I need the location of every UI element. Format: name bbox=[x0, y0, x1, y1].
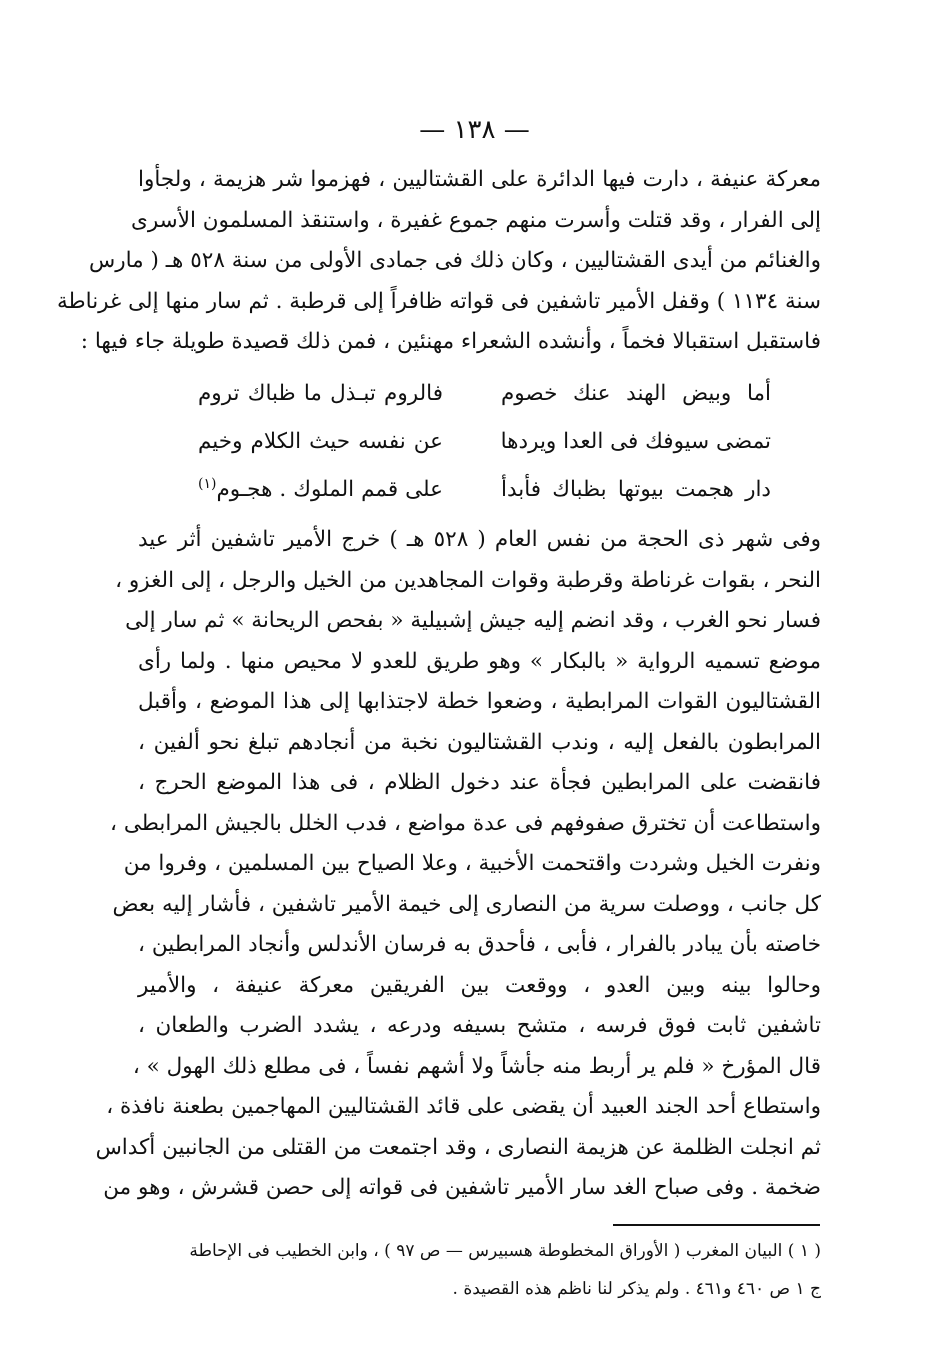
page-number: — ١٣٨ — bbox=[419, 115, 530, 145]
text-line: خاصته بأن يبادر بالفرار ، فأبى ، فأحدق به فرسان الأندلس وأنجاد المرابطين ، bbox=[138, 932, 821, 957]
verse-second-hemistich bbox=[198, 466, 443, 516]
text-line: والغنائم من أيدى القشتاليين ، وكان ذلك فى جمادى الأولى من سنة ٥٢٨ هـ ( مارس bbox=[89, 248, 821, 273]
text-line: فانقضت على المرابطين فجأة عند دخول الظلام ، فى هذا الموضع الحرج ، bbox=[138, 770, 821, 795]
text-line: ونفرت الخيل وشردت واقتحمت الأخبية ، وعلا الصياح بين المسلمين ، وفروا من bbox=[123, 851, 821, 876]
text-line: وحالوا بينه وبين العدو ، ووقعت بين الفريقين معركة عنيفة ، والأمير bbox=[138, 972, 821, 998]
poem-verse bbox=[138, 418, 821, 466]
text-line: واستطاع أحد الجند العبيد أن يقضى على قائد القشتاليين المهاجمين بطعنة نافذة ، bbox=[106, 1094, 821, 1119]
poem-verse bbox=[138, 466, 821, 514]
footnote-line: ج ١ ص ٤٦٠ و٤٦١ . ولم يذكر لنا ناظم هذه القصيدة . bbox=[452, 1279, 821, 1299]
verse-first-hemistich: أما وبيض الهند عنك خصوم bbox=[501, 381, 771, 406]
text-line: قال المؤرخ « فلم ير أربط منه جأشاً ولا أشهم نفساً ، فى مطلع ذلك الهول » ، bbox=[132, 1053, 821, 1079]
text-line: واستطاعت أن تخترق صفوفهم فى عدة مواضع ، فدب الخلل بالجيش المرابطى ، bbox=[110, 810, 821, 836]
footnotes bbox=[138, 1232, 821, 1308]
text-line: تاشفين ثابت فوق فرسه ، متشح بسيفه ودرعه ، يشدد الضرب والطعان ، bbox=[138, 1013, 821, 1038]
text-line: موضع تسميه الرواية « بالبكار » وهو طريق للعدو لا محيص منها . ولما رأى bbox=[138, 648, 821, 674]
paragraph-2 bbox=[95, 520, 821, 1209]
footnote-reference: (١) bbox=[198, 476, 217, 492]
footnote-divider bbox=[613, 1224, 820, 1226]
verse-first-hemistich: دار هجمت بيوتها بظباك فأبدأ bbox=[501, 477, 771, 502]
text-line: وفى شهر ذى الحجة من نفس العام ( ٥٢٨ هـ ) خرج الأمير تاشفين أثر عيد bbox=[138, 527, 821, 552]
text-line: إلى الفرار ، وقد قتلت وأسرت منهم جموع غفيرة ، واستنقذ المسلمون الأسرى bbox=[130, 207, 821, 233]
verse-text: على قمم الملوك . هجـوم bbox=[216, 477, 443, 502]
poem bbox=[138, 370, 821, 520]
paragraph-1 bbox=[57, 160, 821, 363]
poem-verse bbox=[138, 370, 821, 418]
text-line: ضخمة . وفى صباح الغد سار الأمير تاشفين فى قواته إلى حصن قشرش ، وهو من bbox=[103, 1175, 821, 1200]
footnote-line: ( ١ ) البيان المغرب ( الأوراق المخطوطة هسبيرس — ص ٩٧ ) ، وابن الخطيب فى الإحاطة bbox=[189, 1241, 821, 1261]
verse-first-hemistich: تمضى سيوفك فى العدا ويردها bbox=[500, 429, 771, 454]
verse-second-hemistich: فالروم تبـذل ما ظباك تروم bbox=[198, 381, 443, 406]
text-line: فاستقبل استقبالا فخماً ، وأنشده الشعراء مهنئين ، فمن ذلك قصيدة طويلة جاء فيها : bbox=[80, 329, 821, 354]
text-line: معركة عنيفة ، دارت فيها الدائرة على القشتاليين ، فهزموا شر هزيمة ، ولجأوا bbox=[138, 167, 821, 192]
text-line: المرابطون بالفعل إليه ، وندب القشتاليون نخبة من أنجادهم تبلغ نحو ألفين ، bbox=[138, 729, 821, 755]
text-line: القشتاليون القوات المرابطية ، وضعوا خطة لاجتذابها إلى هذا الموضع ، وأقبل bbox=[138, 689, 821, 714]
verse-second-hemistich: عن نفسه حيث الكلام وخيم bbox=[198, 429, 443, 454]
text-line: كل جانب ، ووصلت سرية من النصارى إلى خيمة الأمير تاشفين ، فأشار إليه بعض bbox=[112, 891, 821, 917]
text-line: النحر ، بقوات غرناطة وقرطبة وقوات المجاهدين من الخيل والرجل ، إلى الغزو ، bbox=[115, 567, 821, 593]
text-line: ثم انجلت الظلمة عن هزيمة النصارى ، وقد اجتمعت من القتلى من الجانبين أكداس bbox=[95, 1134, 821, 1160]
text-line: سنة ١١٣٤ ) وقفل الأمير تاشفين فى قواته ظافراً إلى قرطبة . ثم سار منها إلى غرناطة bbox=[57, 288, 821, 314]
text-line: فسار نحو الغرب ، وقد انضم إليه جيش إشبيلية « بفحص الريحانة » ثم سار إلى bbox=[125, 608, 821, 633]
